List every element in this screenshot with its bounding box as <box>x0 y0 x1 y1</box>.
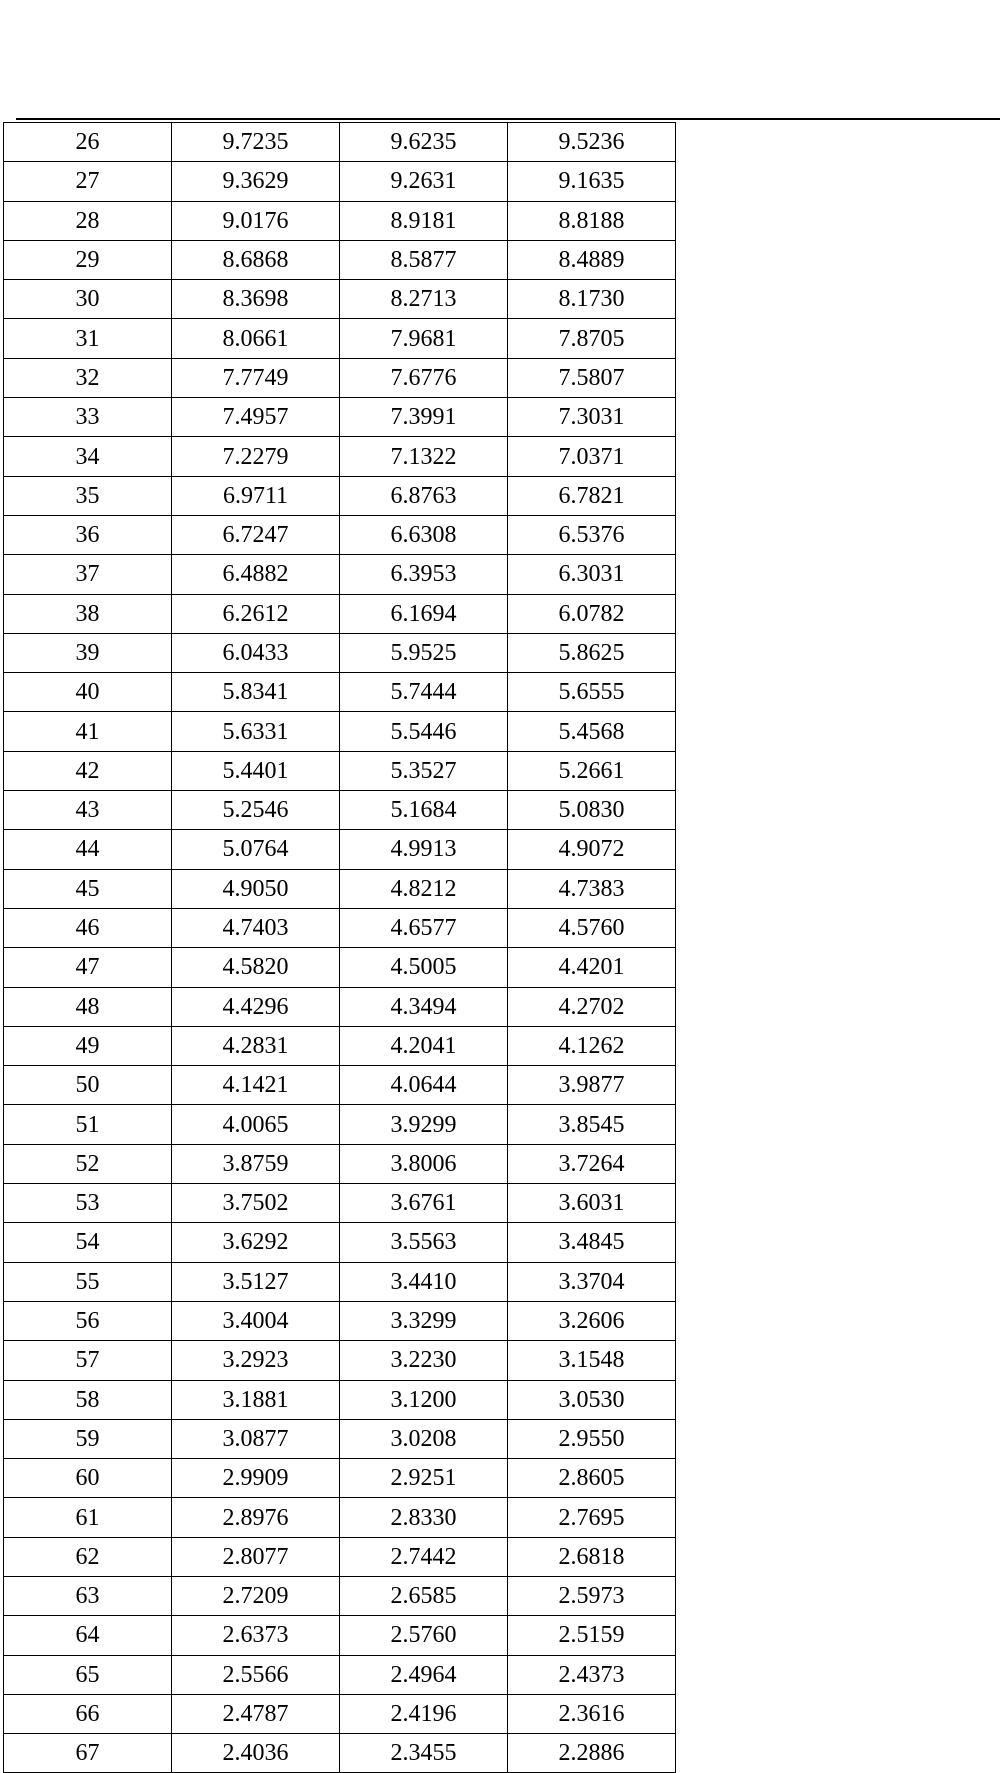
value-cell: 3.0877 <box>172 1419 340 1458</box>
value-cell: 7.3991 <box>340 398 508 437</box>
row-index-cell: 57 <box>4 1341 172 1380</box>
table-row <box>4 1066 676 1105</box>
row-index-cell: 50 <box>4 1066 172 1105</box>
value-cell: 2.4787 <box>172 1694 340 1733</box>
table-row <box>4 555 676 594</box>
row-index-cell: 49 <box>4 1026 172 1065</box>
value-cell: 2.8605 <box>508 1459 676 1498</box>
value-cell: 6.3031 <box>508 555 676 594</box>
table-row <box>4 1105 676 1144</box>
value-cell: 4.6577 <box>340 908 508 947</box>
row-index-cell: 56 <box>4 1301 172 1340</box>
row-index-cell: 48 <box>4 987 172 1026</box>
value-cell: 3.6031 <box>508 1184 676 1223</box>
value-cell: 2.9909 <box>172 1459 340 1498</box>
value-cell: 2.6373 <box>172 1616 340 1655</box>
value-cell: 4.0644 <box>340 1066 508 1105</box>
value-cell: 4.7383 <box>508 869 676 908</box>
value-cell: 3.6761 <box>340 1184 508 1223</box>
table-body <box>4 123 676 1773</box>
table-row <box>4 1419 676 1458</box>
row-index-cell: 42 <box>4 751 172 790</box>
row-index-cell: 29 <box>4 240 172 279</box>
row-index-cell: 39 <box>4 633 172 672</box>
value-cell: 2.8077 <box>172 1537 340 1576</box>
value-cell: 2.5760 <box>340 1616 508 1655</box>
table-row <box>4 476 676 515</box>
value-cell: 6.8763 <box>340 476 508 515</box>
value-cell: 6.5376 <box>508 515 676 554</box>
row-index-cell: 61 <box>4 1498 172 1537</box>
value-cell: 4.0065 <box>172 1105 340 1144</box>
value-cell: 5.6331 <box>172 712 340 751</box>
table-row <box>4 1262 676 1301</box>
row-index-cell: 60 <box>4 1459 172 1498</box>
row-index-cell: 27 <box>4 162 172 201</box>
row-index-cell: 59 <box>4 1419 172 1458</box>
table-row <box>4 1341 676 1380</box>
value-cell: 5.2661 <box>508 751 676 790</box>
value-cell: 2.7695 <box>508 1498 676 1537</box>
value-cell: 6.0782 <box>508 594 676 633</box>
value-cell: 5.5446 <box>340 712 508 751</box>
value-cell: 6.9711 <box>172 476 340 515</box>
row-index-cell: 53 <box>4 1184 172 1223</box>
value-cell: 3.8759 <box>172 1144 340 1183</box>
value-cell: 4.9050 <box>172 869 340 908</box>
value-cell: 8.5877 <box>340 240 508 279</box>
value-cell: 8.0661 <box>172 319 340 358</box>
value-cell: 3.2230 <box>340 1341 508 1380</box>
row-index-cell: 67 <box>4 1734 172 1773</box>
table-row <box>4 908 676 947</box>
value-cell: 3.2923 <box>172 1341 340 1380</box>
row-index-cell: 41 <box>4 712 172 751</box>
value-cell: 2.7209 <box>172 1576 340 1615</box>
row-index-cell: 37 <box>4 555 172 594</box>
value-cell: 4.9913 <box>340 830 508 869</box>
value-cell: 8.3698 <box>172 280 340 319</box>
value-cell: 7.7749 <box>172 358 340 397</box>
row-index-cell: 54 <box>4 1223 172 1262</box>
data-table <box>3 122 676 1773</box>
value-cell: 5.1684 <box>340 791 508 830</box>
value-cell: 4.7403 <box>172 908 340 947</box>
value-cell: 6.2612 <box>172 594 340 633</box>
value-cell: 7.9681 <box>340 319 508 358</box>
value-cell: 2.4964 <box>340 1655 508 1694</box>
row-index-cell: 34 <box>4 437 172 476</box>
value-cell: 9.7235 <box>172 123 340 162</box>
row-index-cell: 30 <box>4 280 172 319</box>
row-index-cell: 36 <box>4 515 172 554</box>
row-index-cell: 66 <box>4 1694 172 1733</box>
value-cell: 3.7264 <box>508 1144 676 1183</box>
row-index-cell: 64 <box>4 1616 172 1655</box>
value-cell: 6.6308 <box>340 515 508 554</box>
row-index-cell: 33 <box>4 398 172 437</box>
value-cell: 8.1730 <box>508 280 676 319</box>
value-cell: 5.3527 <box>340 751 508 790</box>
value-cell: 2.5973 <box>508 1576 676 1615</box>
value-cell: 4.1262 <box>508 1026 676 1065</box>
table-row <box>4 594 676 633</box>
value-cell: 8.4889 <box>508 240 676 279</box>
table-row <box>4 1576 676 1615</box>
value-cell: 2.8976 <box>172 1498 340 1537</box>
value-cell: 4.4296 <box>172 987 340 1026</box>
table-row <box>4 1734 676 1773</box>
value-cell: 2.4036 <box>172 1734 340 1773</box>
table-row <box>4 1498 676 1537</box>
value-cell: 7.8705 <box>508 319 676 358</box>
table-row <box>4 1223 676 1262</box>
table-row <box>4 751 676 790</box>
value-cell: 8.9181 <box>340 201 508 240</box>
value-cell: 8.6868 <box>172 240 340 279</box>
value-cell: 5.8625 <box>508 633 676 672</box>
table-row <box>4 673 676 712</box>
table-row <box>4 633 676 672</box>
value-cell: 2.7442 <box>340 1537 508 1576</box>
value-cell: 6.0433 <box>172 633 340 672</box>
value-cell: 7.6776 <box>340 358 508 397</box>
value-cell: 3.3704 <box>508 1262 676 1301</box>
value-cell: 2.3616 <box>508 1694 676 1733</box>
table-row <box>4 830 676 869</box>
table-row <box>4 987 676 1026</box>
value-cell: 4.5820 <box>172 948 340 987</box>
value-cell: 5.8341 <box>172 673 340 712</box>
table-row <box>4 1655 676 1694</box>
row-index-cell: 55 <box>4 1262 172 1301</box>
value-cell: 2.4373 <box>508 1655 676 1694</box>
value-cell: 8.2713 <box>340 280 508 319</box>
value-cell: 6.7821 <box>508 476 676 515</box>
table-row <box>4 1459 676 1498</box>
value-cell: 3.7502 <box>172 1184 340 1223</box>
table-row <box>4 240 676 279</box>
value-cell: 3.9877 <box>508 1066 676 1105</box>
value-cell: 4.1421 <box>172 1066 340 1105</box>
value-cell: 4.3494 <box>340 987 508 1026</box>
value-cell: 3.5127 <box>172 1262 340 1301</box>
value-cell: 3.6292 <box>172 1223 340 1262</box>
row-index-cell: 58 <box>4 1380 172 1419</box>
row-index-cell: 31 <box>4 319 172 358</box>
table-row <box>4 1184 676 1223</box>
value-cell: 2.2886 <box>508 1734 676 1773</box>
table-row <box>4 791 676 830</box>
row-index-cell: 65 <box>4 1655 172 1694</box>
value-cell: 7.5807 <box>508 358 676 397</box>
table-row <box>4 123 676 162</box>
row-index-cell: 62 <box>4 1537 172 1576</box>
value-cell: 7.2279 <box>172 437 340 476</box>
table-row <box>4 515 676 554</box>
row-index-cell: 63 <box>4 1576 172 1615</box>
value-cell: 9.2631 <box>340 162 508 201</box>
table-row <box>4 319 676 358</box>
value-cell: 4.2831 <box>172 1026 340 1065</box>
table-row <box>4 1380 676 1419</box>
value-cell: 7.0371 <box>508 437 676 476</box>
table-row <box>4 869 676 908</box>
value-cell: 3.4004 <box>172 1301 340 1340</box>
value-cell: 2.9251 <box>340 1459 508 1498</box>
value-cell: 3.8006 <box>340 1144 508 1183</box>
value-cell: 5.0764 <box>172 830 340 869</box>
table-row <box>4 1616 676 1655</box>
table-row <box>4 1026 676 1065</box>
row-index-cell: 45 <box>4 869 172 908</box>
value-cell: 5.7444 <box>340 673 508 712</box>
value-cell: 3.4845 <box>508 1223 676 1262</box>
value-cell: 4.4201 <box>508 948 676 987</box>
table-row <box>4 437 676 476</box>
value-cell: 3.1881 <box>172 1380 340 1419</box>
value-cell: 3.3299 <box>340 1301 508 1340</box>
value-cell: 9.6235 <box>340 123 508 162</box>
value-cell: 2.4196 <box>340 1694 508 1733</box>
value-cell: 7.4957 <box>172 398 340 437</box>
value-cell: 7.1322 <box>340 437 508 476</box>
table-row <box>4 162 676 201</box>
value-cell: 5.0830 <box>508 791 676 830</box>
value-cell: 2.8330 <box>340 1498 508 1537</box>
value-cell: 3.0208 <box>340 1419 508 1458</box>
table-row <box>4 948 676 987</box>
value-cell: 9.0176 <box>172 201 340 240</box>
table-row <box>4 398 676 437</box>
table-row <box>4 712 676 751</box>
table-row <box>4 280 676 319</box>
table-row <box>4 1694 676 1733</box>
value-cell: 3.8545 <box>508 1105 676 1144</box>
row-index-cell: 38 <box>4 594 172 633</box>
value-cell: 5.4568 <box>508 712 676 751</box>
value-cell: 6.1694 <box>340 594 508 633</box>
value-cell: 5.4401 <box>172 751 340 790</box>
value-cell: 4.8212 <box>340 869 508 908</box>
row-index-cell: 32 <box>4 358 172 397</box>
value-cell: 3.4410 <box>340 1262 508 1301</box>
row-index-cell: 35 <box>4 476 172 515</box>
table-row <box>4 1301 676 1340</box>
value-cell: 2.5159 <box>508 1616 676 1655</box>
value-cell: 4.2041 <box>340 1026 508 1065</box>
row-index-cell: 40 <box>4 673 172 712</box>
value-cell: 3.0530 <box>508 1380 676 1419</box>
value-cell: 9.3629 <box>172 162 340 201</box>
row-index-cell: 44 <box>4 830 172 869</box>
row-index-cell: 47 <box>4 948 172 987</box>
row-index-cell: 51 <box>4 1105 172 1144</box>
value-cell: 3.9299 <box>340 1105 508 1144</box>
value-cell: 4.9072 <box>508 830 676 869</box>
value-cell: 3.5563 <box>340 1223 508 1262</box>
table-row <box>4 201 676 240</box>
row-index-cell: 52 <box>4 1144 172 1183</box>
table-row <box>4 1537 676 1576</box>
value-cell: 2.3455 <box>340 1734 508 1773</box>
row-index-cell: 46 <box>4 908 172 947</box>
value-cell: 6.4882 <box>172 555 340 594</box>
value-cell: 5.6555 <box>508 673 676 712</box>
table-row <box>4 358 676 397</box>
row-index-cell: 26 <box>4 123 172 162</box>
value-cell: 3.1548 <box>508 1341 676 1380</box>
value-cell: 5.9525 <box>340 633 508 672</box>
row-index-cell: 28 <box>4 201 172 240</box>
row-index-cell: 43 <box>4 791 172 830</box>
value-cell: 9.1635 <box>508 162 676 201</box>
top-rule <box>16 118 1000 120</box>
value-cell: 2.9550 <box>508 1419 676 1458</box>
value-cell: 6.3953 <box>340 555 508 594</box>
value-cell: 4.5005 <box>340 948 508 987</box>
value-cell: 2.6585 <box>340 1576 508 1615</box>
value-cell: 3.1200 <box>340 1380 508 1419</box>
value-cell: 4.2702 <box>508 987 676 1026</box>
value-cell: 2.5566 <box>172 1655 340 1694</box>
value-cell: 7.3031 <box>508 398 676 437</box>
table-row <box>4 1144 676 1183</box>
value-cell: 8.8188 <box>508 201 676 240</box>
value-cell: 3.2606 <box>508 1301 676 1340</box>
value-cell: 6.7247 <box>172 515 340 554</box>
value-cell: 5.2546 <box>172 791 340 830</box>
value-cell: 4.5760 <box>508 908 676 947</box>
value-cell: 2.6818 <box>508 1537 676 1576</box>
value-cell: 9.5236 <box>508 123 676 162</box>
